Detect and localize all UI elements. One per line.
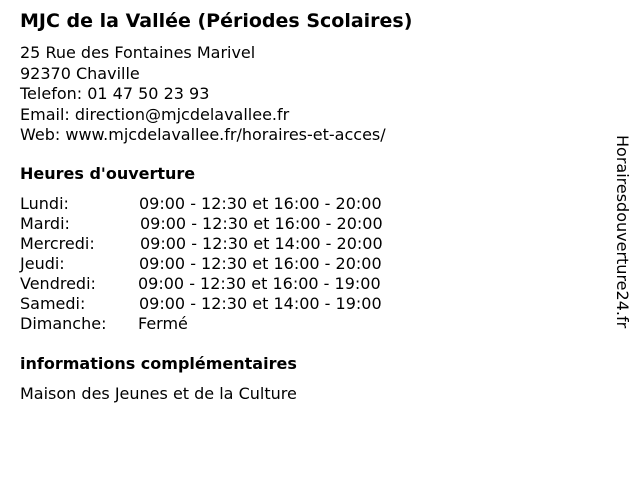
hours-row-saturday <box>20 294 440 314</box>
day-label: Mercredi: <box>20 234 95 253</box>
time-range: 09:00 - 12:30 et 16:00 - 20:00 <box>140 214 383 233</box>
phone-number: Telefon: 01 47 50 23 93 <box>20 84 210 103</box>
additional-info-heading: informations complémentaires <box>20 354 297 373</box>
hours-row-sunday <box>20 314 440 334</box>
time-range: 09:00 - 12:30 et 14:00 - 19:00 <box>139 294 382 313</box>
hours-row-monday <box>20 194 440 214</box>
day-label: Lundi: <box>20 194 69 213</box>
day-label: Mardi: <box>20 214 70 233</box>
website-url: Web: www.mjcdelavallee.fr/horaires-et-acces/ <box>20 125 386 144</box>
opening-hours-table <box>20 194 440 334</box>
hours-row-thursday <box>20 254 440 274</box>
day-label: Dimanche: <box>20 314 107 333</box>
city-postcode: 92370 Chaville <box>20 63 140 83</box>
day-label: Jeudi: <box>20 254 65 273</box>
time-range: 09:00 - 12:30 et 16:00 - 20:00 <box>139 254 382 273</box>
side-brand-watermark: Horairesdouverture24.fr <box>613 135 632 329</box>
additional-info-text: Maison des Jeunes et de la Culture <box>20 384 297 403</box>
day-label: Vendredi: <box>20 274 96 293</box>
hours-heading: Heures d'ouverture <box>20 164 196 183</box>
hours-row-wednesday <box>20 234 440 254</box>
address-block <box>20 43 386 146</box>
street-address: 25 Rue des Fontaines Marivel <box>20 43 256 62</box>
time-range: Fermé <box>138 314 188 333</box>
email-address: Email: direction@mjcdelavallee.fr <box>20 104 290 124</box>
hours-row-friday <box>20 274 440 294</box>
time-range: 09:00 - 12:30 et 16:00 - 20:00 <box>139 194 382 213</box>
hours-row-tuesday <box>20 214 440 234</box>
day-label: Samedi: <box>20 294 86 313</box>
time-range: 09:00 - 12:30 et 16:00 - 19:00 <box>138 274 381 293</box>
page-title: MJC de la Vallée (Périodes Scolaires) <box>20 10 413 32</box>
time-range: 09:00 - 12:30 et 14:00 - 20:00 <box>140 234 383 253</box>
